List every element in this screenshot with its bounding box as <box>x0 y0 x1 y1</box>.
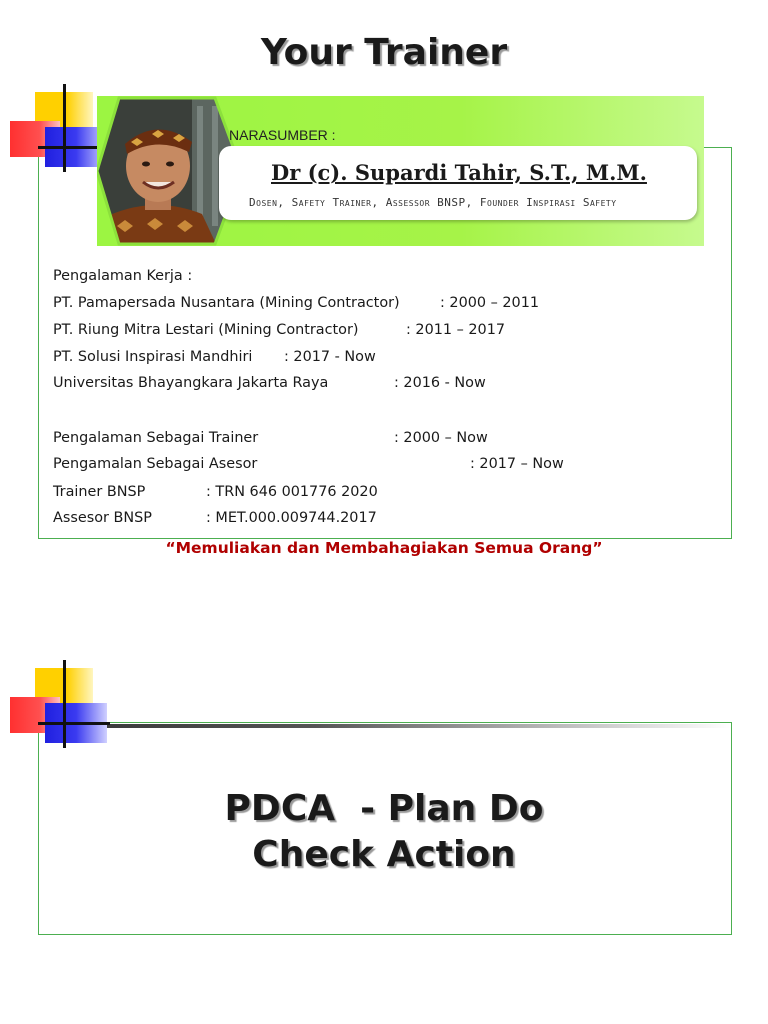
job-org: PT. Riung Mitra Lestari (Mining Contractor) <box>53 322 359 338</box>
job-item <box>53 295 573 311</box>
experience-heading: Pengalaman Kerja : <box>53 268 193 284</box>
role-label: Assesor BNSP <box>53 510 152 526</box>
role-item <box>53 484 613 500</box>
slide-title-your-trainer: Your Trainer <box>260 32 508 73</box>
role-item <box>53 456 613 472</box>
pdca-title-line2: Check Action <box>252 834 516 875</box>
job-item <box>53 375 573 391</box>
job-item <box>53 322 573 338</box>
role-label: Pengalaman Sebagai Trainer <box>53 430 259 446</box>
trainer-name-box <box>219 146 697 220</box>
pdca-title-line1: PDCA - Plan Do <box>224 788 544 829</box>
job-org: PT. Solusi Inspirasi Mandhiri <box>53 349 253 365</box>
trainer-name: Dr (c). Supardi Tahir, S.T., M.M. <box>271 160 647 185</box>
role-label: Trainer BNSP <box>53 484 146 500</box>
trainer-role: Dosen, Safety Trainer, Assessor BNSP, Founder Inspirasi Safety <box>249 196 617 209</box>
role-value: : 2000 – Now <box>394 430 488 446</box>
job-org: PT. Pamapersada Nusantara (Mining Contractor) <box>53 295 400 311</box>
motto-quote: “Memuliakan dan Membahagiakan Semua Orang” <box>165 539 603 557</box>
job-period: : 2011 – 2017 <box>406 322 506 338</box>
corner-decoration <box>10 660 110 760</box>
job-org: Universitas Bhayangkara Jakarta Raya <box>53 375 329 391</box>
role-label: Pengamalan Sebagai Asesor <box>53 456 258 472</box>
narasumber-label: NARASUMBER : <box>229 127 336 143</box>
role-value: : TRN 646 001776 2020 <box>206 484 378 500</box>
job-period: : 2000 – 2011 <box>440 295 540 311</box>
job-period: : 2017 - Now <box>284 349 376 365</box>
corner-decoration <box>10 84 110 184</box>
job-item <box>53 349 573 365</box>
role-value: : MET.000.009744.2017 <box>206 510 377 526</box>
role-value: : 2017 – Now <box>470 456 564 472</box>
trainer-banner <box>97 96 704 246</box>
header-divider <box>38 724 730 728</box>
role-item <box>53 430 613 446</box>
role-item <box>53 510 613 526</box>
job-period: : 2016 - Now <box>394 375 486 391</box>
slide-title-pdca <box>38 786 730 878</box>
